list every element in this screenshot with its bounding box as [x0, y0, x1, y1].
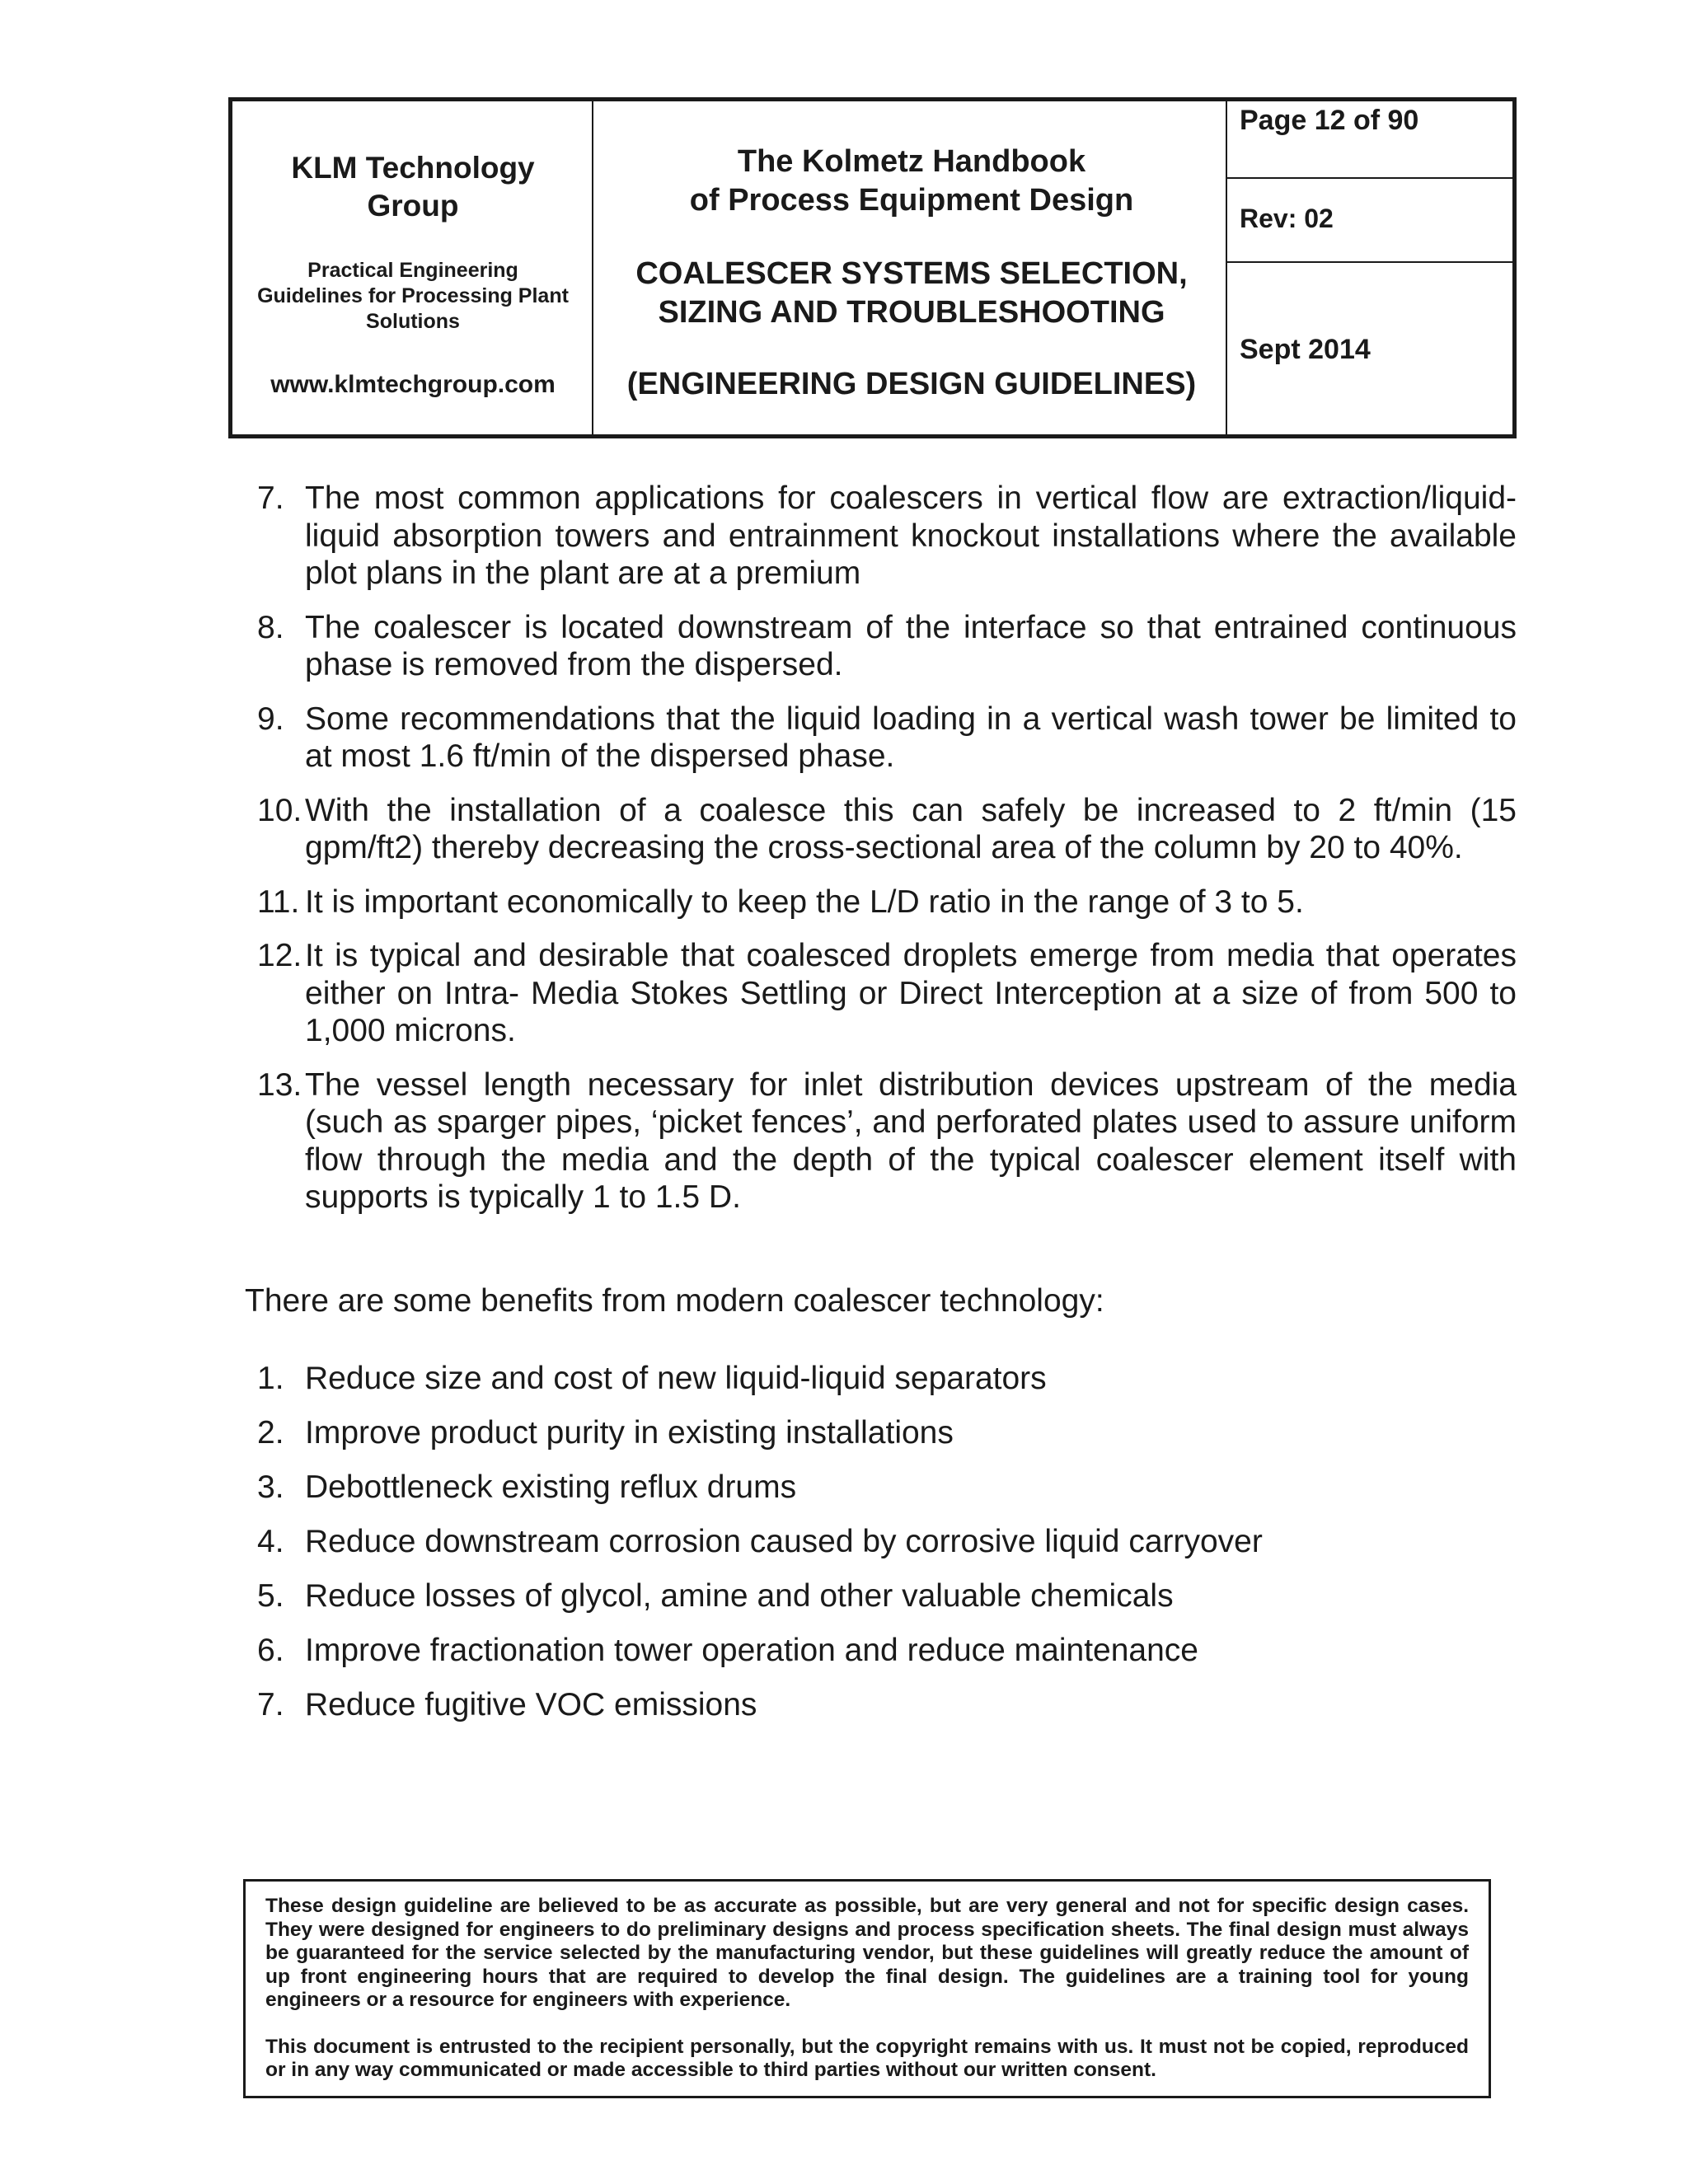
- list-item: 9. Some recommendations that the liquid loading in a vertical wash tower be limited to at most 1.6 ft/min of the dispersed phase.: [257, 701, 1517, 774]
- document-subtitle: (ENGINEERING DESIGN GUIDELINES): [626, 367, 1197, 401]
- benefits-list: [245, 1360, 1517, 1741]
- revision-number: Rev: 02: [1240, 204, 1334, 233]
- header-divider: [1227, 177, 1512, 179]
- header-divider: [1227, 261, 1512, 263]
- list-item: 10. With the installation of a coalesce this can safely be increased to 2 ft/min (15 gpm/ft2) thereby decreasing the cross-sectional area of the column by 20 to 40%.: [257, 792, 1517, 865]
- list-item: 2. Improve product purity in existing installations: [257, 1415, 954, 1451]
- list-item: 4. Reduce downstream corrosion caused by corrosive liquid carryover: [257, 1524, 1263, 1559]
- document-date: Sept 2014: [1240, 334, 1371, 365]
- list-item: 11. It is important economically to keep the L/D ratio in the range of 3 to 5.: [257, 883, 1304, 920]
- list-item: 7. Reduce fugitive VOC emissions: [257, 1687, 757, 1722]
- page-number: Page 12 of 90: [1240, 105, 1419, 136]
- list-item: 6. Improve fractionation tower operation and reduce maintenance: [257, 1633, 1198, 1668]
- document-title: COALESCER SYSTEMS SELECTION, SIZING AND TROUBLESHOOTING: [635, 256, 1188, 330]
- benefits-intro: There are some benefits from modern coalescer technology:: [245, 1283, 1104, 1319]
- list-item: 1. Reduce size and cost of new liquid-liquid separators: [257, 1361, 1047, 1396]
- company-tagline: Practical Engineering Guidelines for Processing Plant Solutions: [257, 259, 569, 333]
- list-item: 12. It is typical and desirable that coalesced droplets emerge from media that operates either on Intra- Media Stokes Settling or Direct Interception at a size of from 500 to 1,000 microns.: [257, 938, 1517, 1048]
- disclaimer-text: These design guideline are believed to be as accurate as possible, but are very general and not for specific design cases. They were designed for engineers to do preliminary designs and process specification sheets. The final design must always be guaranteed for the service selected by the manufacturing vendor, but these guidelines will greatly reduce the amount of up front engineering hours that are required to develop the final design. The guidelines are a training tool for young engineers or a resource for engineers with experience.: [265, 1895, 1469, 2011]
- list-item: 3. Debottleneck existing reflux drums: [257, 1469, 797, 1505]
- list-item: 7. The most common applications for coalescers in vertical flow are extraction/liquid-liquid absorption towers and entrainment knockout installations where the available plot plans in the plant are at a premium: [257, 480, 1517, 591]
- handbook-title: The Kolmetz Handbook of Process Equipment Design: [689, 144, 1134, 218]
- document-header: [228, 97, 1517, 438]
- company-website[interactable]: www.klmtechgroup.com: [270, 371, 556, 398]
- design-notes-list: [245, 480, 1517, 1233]
- copyright-text: This document is entrusted to the recipient personally, but the copyright remains with us. It must not be copied, reproduced or in any way communicated or made accessible to third parties without our written consent.: [265, 2035, 1469, 2081]
- disclaimer-box: [243, 1879, 1491, 2098]
- list-item: 5. Reduce losses of glycol, amine and other valuable chemicals: [257, 1578, 1174, 1614]
- list-item: 8. The coalescer is located downstream of the interface so that entrained continuous phase is removed from the dispersed.: [257, 609, 1517, 682]
- list-item: 13. The vessel length necessary for inlet distribution devices upstream of the media (such as sparger pipes, ‘picket fences’, and perforated plates used to assure uniform flow through the media and the depth of the typical coalescer element itself with supports is typically 1 to 1.5 D.: [257, 1066, 1517, 1215]
- company-name: KLM Technology Group: [291, 151, 535, 223]
